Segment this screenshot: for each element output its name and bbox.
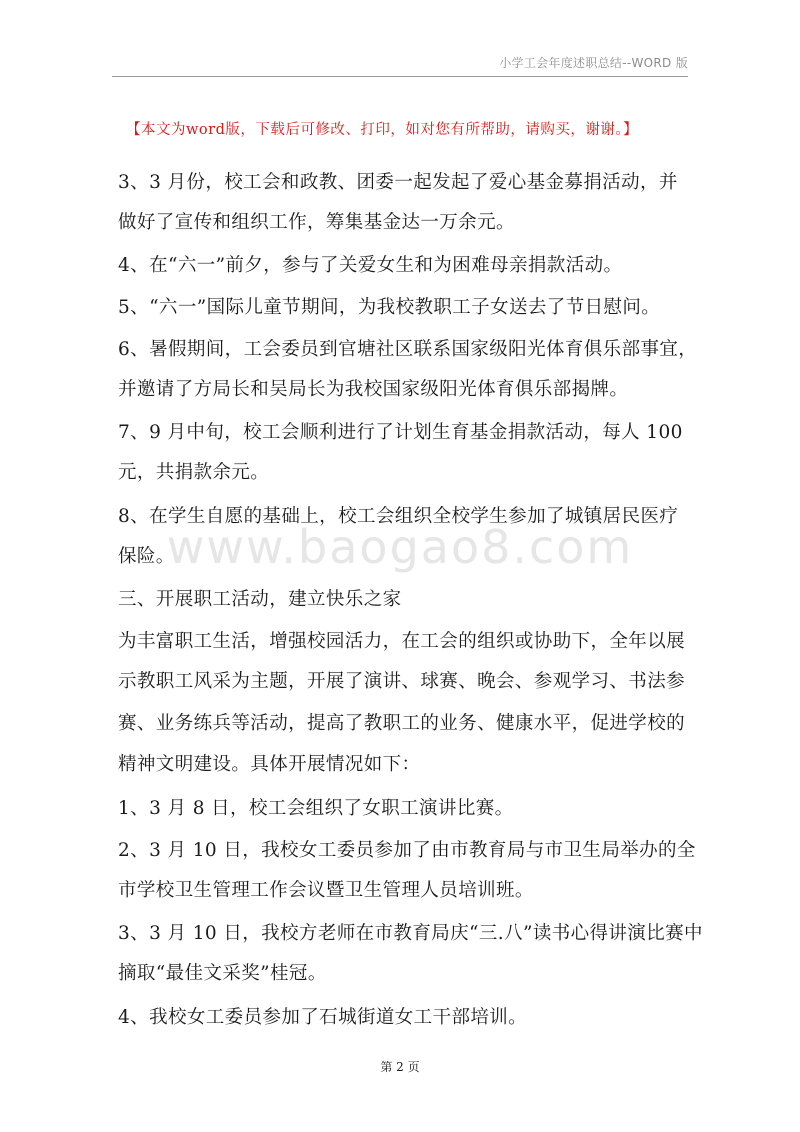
page-number: 第 2 页 [380, 1060, 420, 1074]
body-line-4: 5、“六一”国际儿童节期间，为我校教职工子女送去了节日慰问。 [118, 297, 661, 318]
body-line-1: 3、3 月份，校工会和政教、团委一起发起了爱心基金募捐活动，并 [118, 172, 678, 193]
body-line-6: 并邀请了方局长和吴局长为我校国家级阳光体育俱乐部揭牌。 [118, 379, 629, 400]
body-line-20: 摘取“最佳文采奖”桂冠。 [118, 963, 327, 984]
body-line-21: 4、我校女工委员参加了石城街道女工干部培训。 [118, 1007, 528, 1028]
body-line-2: 做好了宣传和组织工作，筹集基金达一万余元。 [118, 212, 515, 233]
body-line-8: 元，共捐款余元。 [118, 462, 270, 483]
body-line-19: 3、3 月 10 日，我校方老师在市教育局庆“三.八”读书心得讲演比赛中 [118, 923, 703, 944]
running-header: 小学工会年度述职总结--WORD 版 [499, 56, 688, 70]
watermark: www.baogao8.com [166, 520, 634, 574]
body-line-3: 4、在“六一”前夕，参与了关爱女生和为困难母亲捐款活动。 [118, 255, 623, 276]
body-line-12: 为丰富职工生活，增强校园活力，在工会的组织或协助下，全年以展 [118, 631, 686, 652]
body-line-10: 保险。 [118, 546, 175, 567]
section-heading: 三、开展职工活动，建立快乐之家 [118, 589, 402, 610]
body-line-18: 市学校卫生管理工作会议暨卫生管理人员培训班。 [118, 880, 534, 901]
body-line-15: 精神文明建设。具体开展情况如下： [118, 754, 421, 775]
purchase-notice: 【本文为word版，下载后可修改、打印，如对您有所帮助，请购买，谢谢。】 [126, 122, 639, 138]
body-line-7: 7、9 月中旬，校工会顺利进行了计划生育基金捐款活动，每人 100 [118, 422, 683, 443]
body-line-14: 赛、业务练兵等活动，提高了教职工的业务、健康水平，促进学校的 [118, 713, 686, 734]
body-line-13: 示教职工风采为主题，开展了演讲、球赛、晚会、参观学习、书法参 [118, 671, 686, 692]
header-rule [112, 76, 688, 77]
body-line-17: 2、3 月 10 日，我校女工委员参加了由市教育局与市卫生局举办的全 [118, 840, 696, 861]
body-line-5: 6、暑假期间，工会委员到官塘社区联系国家级阳光体育俱乐部事宜， [118, 339, 698, 360]
body-line-16: 1、3 月 8 日，校工会组织了女职工演讲比赛。 [118, 798, 514, 819]
body-line-9: 8、在学生自愿的基础上，校工会组织全校学生参加了城镇居民医疗 [118, 506, 679, 527]
